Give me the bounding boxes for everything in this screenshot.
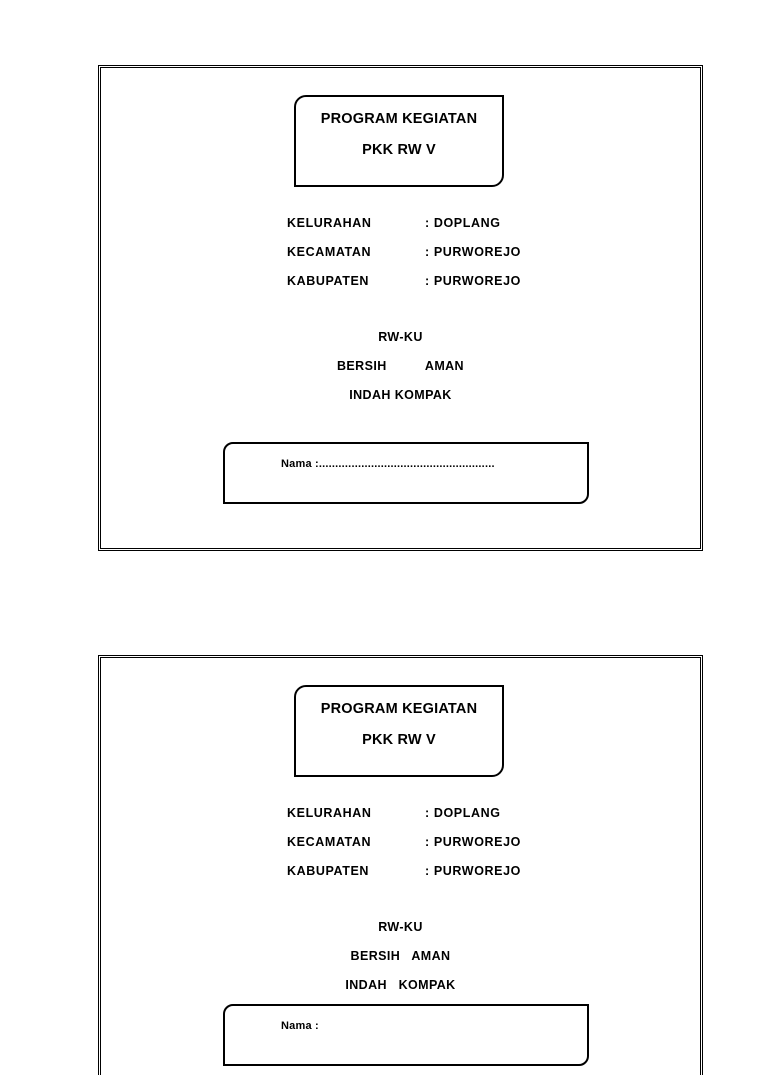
name-field: Nama :: [281, 1020, 319, 1032]
kecamatan-value: : PURWOREJO: [425, 835, 521, 849]
name-box: [223, 1004, 589, 1066]
slogan-line-2: BERSIH AMAN: [350, 949, 451, 963]
kelurahan-value: : DOPLANG: [425, 216, 501, 230]
name-box: [223, 442, 589, 504]
kelurahan-value: : DOPLANG: [425, 806, 501, 820]
title-line-1: PROGRAM KEGIATAN: [320, 701, 478, 717]
title-line-2: PKK RW V: [362, 732, 436, 748]
slogan-line-1: RW-KU: [378, 920, 423, 934]
title-line-2: PKK RW V: [362, 142, 436, 158]
kecamatan-value: : PURWOREJO: [425, 245, 521, 259]
label-card-2: [98, 655, 703, 1075]
kelurahan-label: KELURAHAN: [287, 216, 372, 230]
slogan-line-1: RW-KU: [378, 330, 423, 344]
kecamatan-label: KECAMATAN: [287, 835, 372, 849]
title-box: [294, 95, 504, 187]
label-card-1: [98, 65, 703, 551]
kabupaten-value: : PURWOREJO: [425, 864, 521, 878]
kabupaten-value: : PURWOREJO: [425, 274, 521, 288]
name-field: Nama :......................................................: [281, 458, 495, 470]
title-line-1: PROGRAM KEGIATAN: [320, 111, 478, 127]
slogan-line-3: INDAH KOMPAK: [349, 388, 452, 402]
slogan-line-2: BERSIH AMAN: [337, 359, 464, 373]
kabupaten-label: KABUPATEN: [287, 274, 370, 288]
kelurahan-label: KELURAHAN: [287, 806, 372, 820]
slogan-line-3: INDAH KOMPAK: [345, 978, 456, 992]
kecamatan-label: KECAMATAN: [287, 245, 372, 259]
kabupaten-label: KABUPATEN: [287, 864, 370, 878]
title-box: [294, 685, 504, 777]
